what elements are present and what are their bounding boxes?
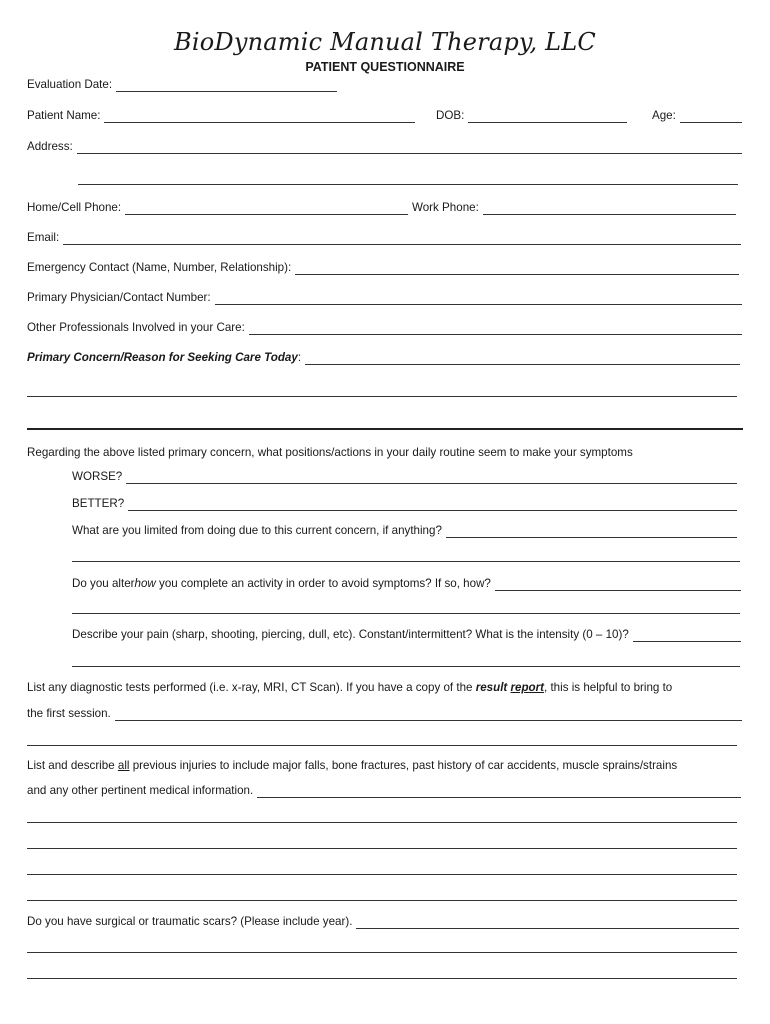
worse-label: WORSE? bbox=[72, 470, 123, 483]
regarding-row bbox=[27, 444, 742, 460]
emergency-contact-label: Emergency Contact (Name, Number, Relationship): bbox=[27, 261, 292, 274]
other-professionals-row bbox=[27, 319, 742, 335]
regarding-text: Regarding the above listed primary concern, what positions/actions in your daily routine seem to make your symptoms bbox=[27, 446, 633, 459]
home-phone-label: Home/Cell Phone: bbox=[27, 201, 122, 214]
other-professionals-field[interactable] bbox=[249, 323, 742, 335]
diagnostic-row-2 bbox=[27, 705, 742, 721]
primary-physician-field[interactable] bbox=[215, 293, 742, 305]
dob-row bbox=[436, 107, 627, 123]
limited-field[interactable] bbox=[446, 526, 737, 538]
pain-label: Describe your pain (sharp, shooting, piercing, dull, etc). Constant/intermittent? What is the intensity (0 – 10)? bbox=[72, 628, 629, 641]
injuries-field[interactable] bbox=[257, 786, 741, 798]
form-title: PATIENT QUESTIONNAIRE bbox=[305, 60, 465, 74]
alter-label-pre: Do you alter bbox=[72, 577, 135, 590]
primary-physician-label: Primary Physician/Contact Number: bbox=[27, 291, 211, 304]
primary-concern-line-2[interactable] bbox=[27, 395, 737, 397]
pain-line-2[interactable] bbox=[72, 665, 740, 667]
email-label: Email: bbox=[27, 231, 60, 244]
alter-line-2[interactable] bbox=[72, 612, 740, 614]
work-phone-field[interactable] bbox=[483, 203, 736, 215]
scars-row bbox=[27, 913, 739, 929]
diagnostic-text-line2: the first session. bbox=[27, 707, 111, 720]
alter-label-how: how bbox=[134, 577, 156, 590]
alter-row bbox=[72, 575, 741, 591]
address-line-2[interactable] bbox=[78, 183, 738, 185]
worse-field[interactable] bbox=[126, 472, 737, 484]
limited-label: What are you limited from doing due to this current concern, if anything? bbox=[72, 524, 442, 537]
diagnostic-row bbox=[27, 679, 742, 695]
worse-row bbox=[72, 468, 737, 484]
dob-field[interactable] bbox=[468, 111, 627, 123]
pain-row bbox=[72, 626, 741, 642]
limited-row bbox=[72, 522, 737, 538]
age-field[interactable] bbox=[680, 111, 742, 123]
dob-label: DOB: bbox=[436, 109, 465, 122]
patient-name-label: Patient Name: bbox=[27, 109, 101, 122]
diagnostic-field[interactable] bbox=[115, 709, 742, 721]
injuries-row bbox=[27, 757, 742, 773]
email-field[interactable] bbox=[63, 233, 741, 245]
age-row bbox=[652, 107, 742, 123]
evaluation-date-field[interactable] bbox=[116, 80, 337, 92]
alter-field[interactable] bbox=[495, 579, 741, 591]
scars-line-3[interactable] bbox=[27, 977, 737, 979]
primary-concern-colon: : bbox=[297, 351, 302, 364]
scars-label: Do you have surgical or traumatic scars? (Please include year). bbox=[27, 915, 353, 928]
emergency-contact-row bbox=[27, 259, 739, 275]
injuries-line-4[interactable] bbox=[27, 847, 737, 849]
pain-field[interactable] bbox=[633, 630, 741, 642]
patient-name-row bbox=[27, 107, 415, 123]
injuries-line-5[interactable] bbox=[27, 873, 737, 875]
work-phone-row bbox=[412, 199, 736, 215]
injuries-text-line2: and any other pertinent medical information. bbox=[27, 784, 254, 797]
address-row bbox=[27, 138, 742, 154]
diagnostic-text-pre: List any diagnostic tests performed (i.e. x-ray, MRI, CT Scan). If you have a copy of the bbox=[27, 681, 476, 694]
section-divider bbox=[27, 428, 743, 430]
diagnostic-line-3[interactable] bbox=[27, 744, 737, 746]
primary-concern-row bbox=[27, 349, 740, 365]
brand-title: BioDynamic Manual Therapy, LLC bbox=[174, 28, 596, 56]
patient-name-field[interactable] bbox=[104, 111, 415, 123]
injuries-line-3[interactable] bbox=[27, 821, 737, 823]
work-phone-label: Work Phone: bbox=[412, 201, 479, 214]
scars-line-2[interactable] bbox=[27, 951, 737, 953]
primary-concern-field[interactable] bbox=[305, 353, 740, 365]
primary-concern-label: Primary Concern/Reason for Seeking Care Today bbox=[27, 351, 298, 364]
diagnostic-text-result: result bbox=[475, 681, 508, 694]
address-field[interactable] bbox=[77, 142, 742, 154]
alter-label-post: you complete an activity in order to avoid symptoms? If so, how? bbox=[155, 577, 491, 590]
injuries-text-all: all bbox=[117, 759, 130, 772]
injuries-line-6[interactable] bbox=[27, 899, 737, 901]
better-row bbox=[72, 495, 737, 511]
emergency-contact-field[interactable] bbox=[295, 263, 739, 275]
limited-line-2[interactable] bbox=[72, 560, 740, 562]
evaluation-date-label: Evaluation Date: bbox=[27, 78, 113, 91]
home-phone-field[interactable] bbox=[125, 203, 408, 215]
better-label: BETTER? bbox=[72, 497, 125, 510]
diagnostic-text-post: , this is helpful to bring to bbox=[544, 681, 673, 694]
address-label: Address: bbox=[27, 140, 73, 153]
email-row bbox=[27, 229, 741, 245]
other-professionals-label: Other Professionals Involved in your Care: bbox=[27, 321, 245, 334]
injuries-text-post: previous injuries to include major falls, bone fractures, past history of car accidents, muscle sprains/strains bbox=[129, 759, 678, 772]
scars-field[interactable] bbox=[356, 917, 739, 929]
better-field[interactable] bbox=[128, 499, 737, 511]
injuries-text-pre: List and describe bbox=[27, 759, 118, 772]
primary-physician-row bbox=[27, 289, 742, 305]
age-label: Age: bbox=[652, 109, 676, 122]
injuries-row-2 bbox=[27, 782, 741, 798]
diagnostic-text-report: report bbox=[510, 681, 545, 694]
evaluation-date-row bbox=[27, 76, 337, 92]
home-phone-row bbox=[27, 199, 408, 215]
